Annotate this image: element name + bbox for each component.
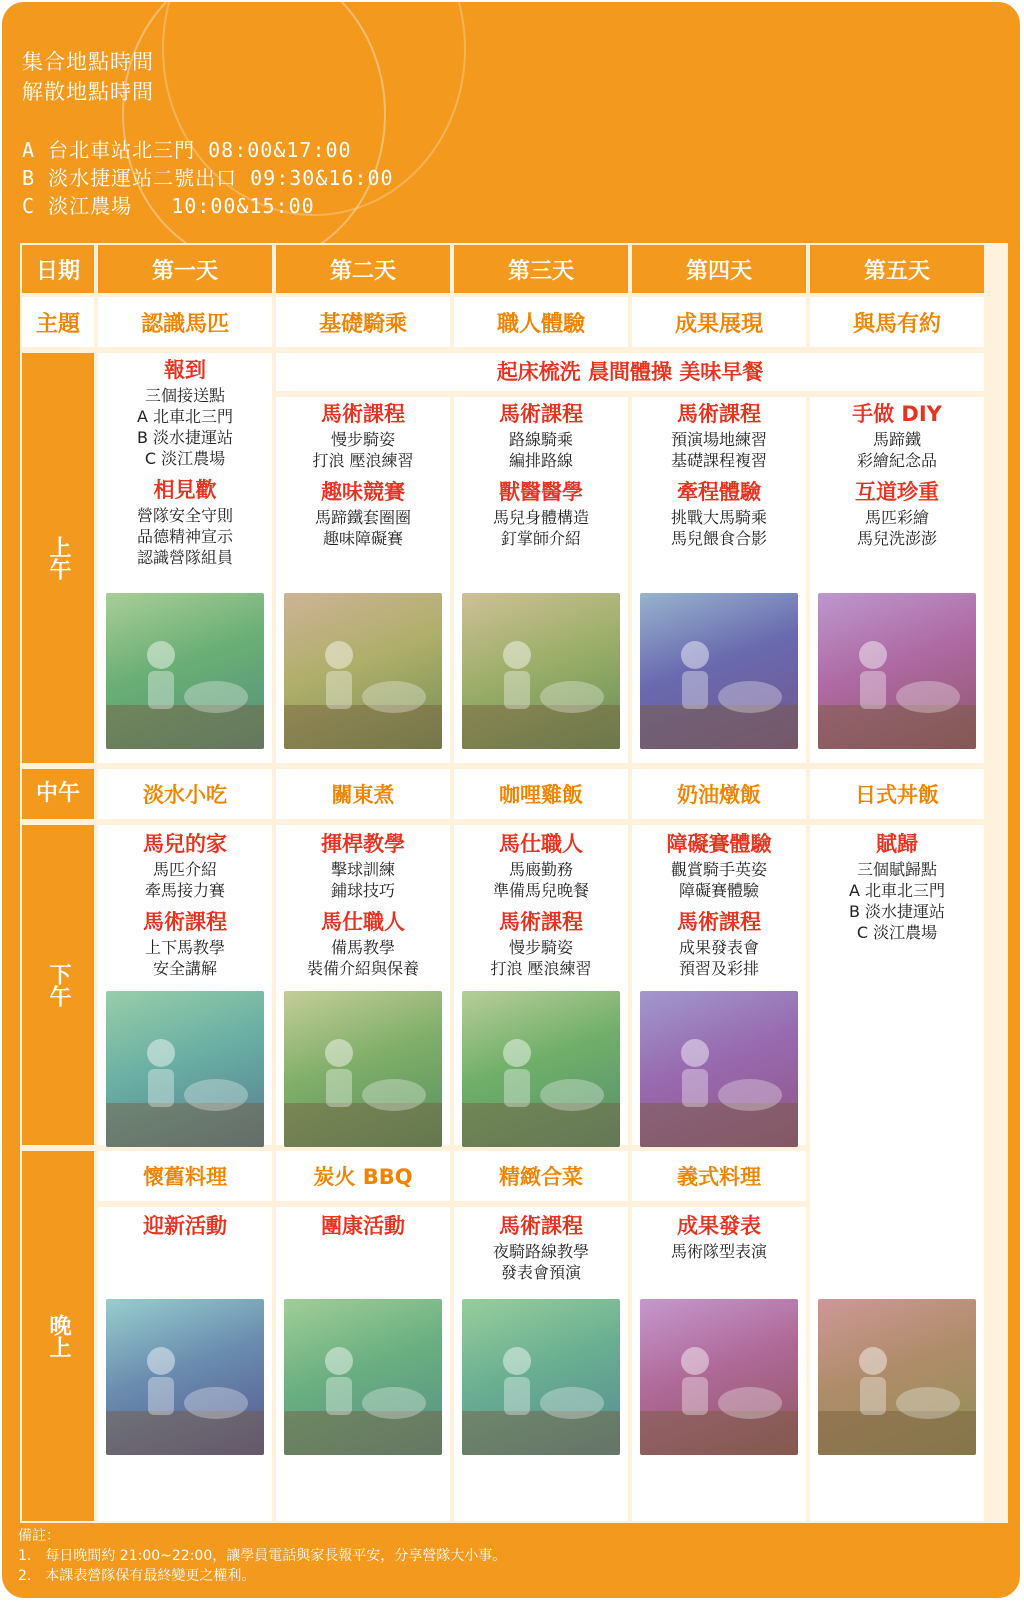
activity-line: 馬匹彩繪	[864, 508, 929, 527]
activity-title: 障礙賽體驗	[666, 832, 772, 856]
activity-line: 障礙賽體驗	[678, 881, 759, 900]
evening-cell	[454, 1207, 628, 1521]
dinner-cell: 精緻合菜	[454, 1151, 628, 1201]
activity-title: 馬兒的家	[143, 832, 227, 856]
lunch-cell: 咖哩雞飯	[454, 769, 628, 819]
activity-line: 品德精神宣示	[136, 527, 233, 546]
activity-line: 三個接送點	[144, 386, 225, 405]
rider-helmet-photo	[640, 991, 798, 1147]
theme-cell: 基礎騎乘	[276, 297, 450, 347]
activity-title: 馬術課程	[677, 910, 761, 934]
activity-title: 馬術課程	[499, 402, 583, 426]
note-2: 2． 本課表營隊保有最終變更之權利。	[18, 1568, 256, 1584]
lunch-cell: 淡水小吃	[98, 769, 272, 819]
activity-line: C 淡江農場	[856, 923, 938, 942]
morning-label: 上午	[22, 353, 94, 763]
lunch-cell: 奶油燉飯	[632, 769, 806, 819]
activity-line: 馬匹介紹	[152, 860, 217, 879]
evening-cell	[98, 1207, 272, 1521]
afternoon-cell	[276, 825, 450, 1145]
schedule-table	[20, 243, 1008, 1523]
activity-line: 預習及彩排	[678, 959, 759, 978]
activity-title: 報到	[164, 358, 206, 382]
morning-cell	[632, 397, 806, 763]
theme-cell: 職人體驗	[454, 297, 628, 347]
activity-line: 三個賦歸點	[856, 860, 937, 879]
dismiss-title: 解散地點時間	[22, 80, 154, 104]
golf-girl-photo	[284, 991, 442, 1147]
horseshoe-diy-photo	[818, 593, 976, 749]
note-1: 1． 每日晚間約 21:00~22:00，讓學員電話與家長報平安，分享營隊大小事。	[18, 1548, 507, 1564]
activity-title: 手做 DIY	[852, 402, 942, 426]
activity-line: 馬蹄鐵	[872, 430, 921, 449]
lunch-cell: 關東煮	[276, 769, 450, 819]
activity-line: 備馬教學	[330, 938, 395, 957]
activity-line: B 淡水捷運站	[848, 902, 946, 921]
welcome-activity-photo	[106, 1299, 264, 1455]
activity-line: 預演場地練習	[670, 430, 767, 449]
point-a: A 台北車站北三門 08:00&17:00	[22, 138, 352, 162]
activity-title: 相見歡	[153, 478, 217, 502]
dinner-cell: 炭火 BBQ	[276, 1151, 450, 1201]
night-ride-photo	[462, 1299, 620, 1455]
performance-group-photo	[640, 1299, 798, 1455]
activity-title: 賦歸	[876, 832, 918, 856]
activity-line: 趣味障礙賽	[322, 529, 403, 548]
activity-title: 牽程體驗	[677, 480, 761, 504]
pony-riding-kids-photo	[106, 991, 264, 1147]
theme-cell: 成果展現	[632, 297, 806, 347]
morning-cell	[810, 397, 984, 763]
theme-label: 主題	[22, 297, 94, 347]
schedule-poster	[2, 2, 1020, 1598]
morning-cell	[276, 397, 450, 763]
activity-title: 互道珍重	[855, 480, 939, 504]
activity-title: 馬術課程	[677, 402, 761, 426]
day-header: 第五天	[810, 245, 984, 293]
activity-line: 上下馬教學	[144, 938, 225, 957]
activity-title: 馬術課程	[321, 402, 405, 426]
afternoon-cell	[632, 825, 806, 1145]
theme-cell: 認識馬匹	[98, 297, 272, 347]
girl-on-horse-photo	[640, 593, 798, 749]
dinner-cell: 義式料理	[632, 1151, 806, 1201]
activity-line: 發表會預演	[500, 1263, 581, 1282]
kids-hallway-photo	[284, 593, 442, 749]
activity-title: 獸醫醫學	[499, 480, 583, 504]
notes-title: 備註：	[18, 1528, 60, 1544]
activity-line: 馬兒餵食合影	[670, 529, 767, 548]
activity-title: 團康活動	[321, 1214, 405, 1238]
activity-line: 慢步騎姿	[508, 938, 573, 957]
activity-line: B 淡水捷運站	[136, 428, 234, 447]
evening-cell	[632, 1207, 806, 1521]
activity-title: 馬術課程	[499, 1214, 583, 1238]
day-header: 第三天	[454, 245, 628, 293]
gather-title: 集合地點時間	[22, 50, 154, 74]
day-header: 第二天	[276, 245, 450, 293]
point-b: B 淡水捷運站二號出口 09:30&16:00	[22, 166, 394, 190]
activity-line: 安全講解	[152, 959, 217, 978]
activity-line: 馬兒洗澎澎	[856, 529, 937, 548]
activity-line: 認識營隊組員	[136, 548, 233, 567]
activity-line: 釘掌師介紹	[500, 529, 581, 548]
activity-title: 揮桿教學	[321, 832, 405, 856]
afternoon-cell	[454, 825, 628, 1145]
dinner-cell: 懷舊料理	[98, 1151, 272, 1201]
noon-label: 中午	[22, 769, 94, 819]
activity-line: 觀賞騎手英姿	[670, 860, 767, 879]
activity-title: 馬仕職人	[499, 832, 583, 856]
activity-line: 牽馬接力賽	[144, 881, 225, 900]
activity-line: 夜騎路線教學	[492, 1242, 589, 1261]
activity-line: 馬廄勤務	[508, 860, 573, 879]
theme-cell: 與馬有約	[810, 297, 984, 347]
afternoon-label: 下午	[22, 825, 94, 1145]
morning-cell-day1	[98, 353, 272, 763]
evening-cell	[276, 1207, 450, 1521]
activity-title: 馬仕職人	[321, 910, 405, 934]
group-game-photo	[284, 1299, 442, 1455]
activity-line: 基礎課程複習	[670, 451, 767, 470]
activity-line: 準備馬兒晚餐	[492, 881, 589, 900]
activity-line: 路線騎乘	[508, 430, 573, 449]
evening-label: 晚上	[22, 1151, 94, 1521]
activity-line: 成果發表會	[678, 938, 759, 957]
activity-line: 打浪 壓浪練習	[312, 451, 414, 470]
activity-title: 趣味競賽	[321, 480, 405, 504]
activity-line: 裝備介紹與保養	[306, 959, 419, 978]
activity-line: 鋪球技巧	[330, 881, 395, 900]
activity-line: 慢步騎姿	[330, 430, 395, 449]
activity-line: 彩繪紀念品	[856, 451, 937, 470]
point-c: C 淡江農場 10:00&15:00	[22, 194, 315, 218]
date-header: 日期	[22, 245, 94, 293]
activity-line: 打浪 壓浪練習	[490, 959, 592, 978]
morning-cell	[454, 397, 628, 763]
morning-banner: 起床梳洗 晨間體操 美味早餐	[276, 353, 984, 391]
activity-line: 編排路線	[508, 451, 573, 470]
kids-cheering-photo	[106, 593, 264, 749]
activity-line: A 北車北三門	[136, 407, 234, 426]
activity-line: A 北車北三門	[848, 881, 946, 900]
day-header: 第一天	[98, 245, 272, 293]
activity-title: 成果發表	[677, 1214, 761, 1238]
activity-title: 馬術課程	[143, 910, 227, 934]
activity-line: 馬兒身體構造	[492, 508, 589, 527]
activity-line: 營隊安全守則	[136, 506, 233, 525]
activity-line: 馬蹄鐵套圈圈	[314, 508, 411, 527]
activity-line: 挑戰大馬騎乘	[670, 508, 767, 527]
activity-title: 馬術課程	[499, 910, 583, 934]
stable-work-photo	[462, 991, 620, 1147]
notes	[18, 1526, 506, 1586]
afternoon-cell	[98, 825, 272, 1145]
activity-line: C 淡江農場	[144, 449, 226, 468]
day-header: 第四天	[632, 245, 806, 293]
activity-title: 迎新活動	[143, 1214, 227, 1238]
lunch-cell: 日式丼飯	[810, 769, 984, 819]
activity-line: 馬術隊型表演	[670, 1242, 767, 1261]
activity-line: 擊球訓練	[330, 860, 395, 879]
pony-ride-photo	[462, 593, 620, 749]
farewell-group-photo	[818, 1299, 976, 1455]
